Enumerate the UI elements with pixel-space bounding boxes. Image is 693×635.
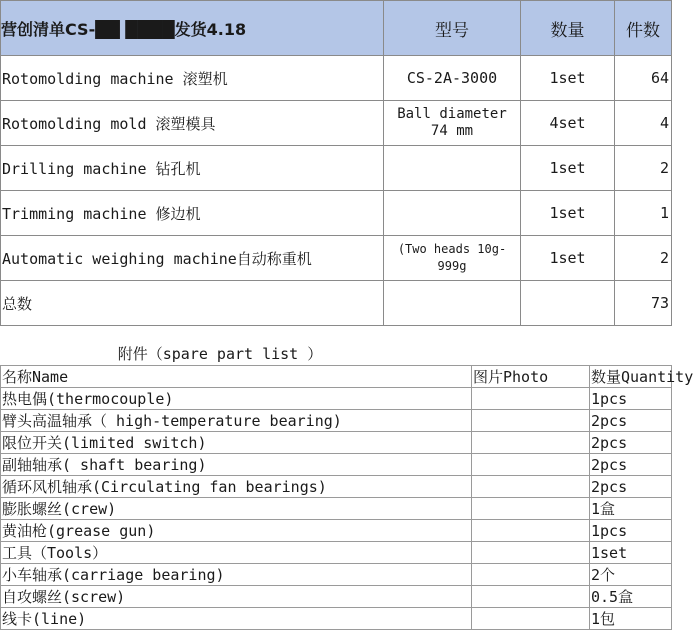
part-photo [472, 542, 590, 564]
part-photo [472, 388, 590, 410]
part-photo [472, 498, 590, 520]
item-model-line2: 74 mm [430, 123, 474, 139]
part-photo [472, 410, 590, 432]
part-photo [472, 520, 590, 542]
item-model-line1: Ball diameter [397, 106, 507, 122]
table-row [1, 101, 672, 146]
part-quantity: 1set [590, 542, 672, 564]
item-pieces: 64 [615, 56, 672, 101]
item-model [384, 146, 521, 191]
part-name: 膨胀螺丝(crew) [1, 498, 472, 520]
part-name: 工具（Tools） [1, 542, 472, 564]
part-photo [472, 476, 590, 498]
list-item [1, 542, 672, 564]
item-quantity: 1set [521, 236, 615, 281]
item-pieces: 1 [615, 191, 672, 236]
part-quantity: 2pcs [590, 410, 672, 432]
list-item [1, 410, 672, 432]
item-name: Rotomolding machine 滚塑机 [1, 56, 384, 101]
item-model: CS-2A-3000 [384, 56, 521, 101]
total-pieces: 73 [615, 281, 672, 326]
part-quantity: 2pcs [590, 432, 672, 454]
list-item [1, 454, 672, 476]
part-name: 线卡(line) [1, 608, 472, 630]
shipping-list-table [0, 0, 672, 326]
part-photo [472, 564, 590, 586]
table-row [1, 146, 672, 191]
part-name: 自攻螺丝(screw) [1, 586, 472, 608]
item-quantity: 1set [521, 146, 615, 191]
item-name: Drilling machine 钻孔机 [1, 146, 384, 191]
list-item [1, 564, 672, 586]
part-photo [472, 432, 590, 454]
list-item [1, 498, 672, 520]
shipping-list-header-row [1, 1, 672, 56]
item-name: Automatic weighing machine自动称重机 [1, 236, 384, 281]
part-quantity: 2pcs [590, 454, 672, 476]
item-model-line2: 999g [437, 259, 467, 273]
model-header: 型号 [384, 1, 521, 56]
list-item [1, 586, 672, 608]
table-row [1, 56, 672, 101]
part-name: 臂头高温轴承（ high-temperature bearing) [1, 410, 472, 432]
item-quantity: 1set [521, 191, 615, 236]
part-quantity: 2pcs [590, 476, 672, 498]
list-item [1, 388, 672, 410]
list-item [1, 476, 672, 498]
part-name: 循环风机轴承(Circulating fan bearings) [1, 476, 472, 498]
item-quantity: 4set [521, 101, 615, 146]
part-quantity: 2个 [590, 564, 672, 586]
part-name: 热电偶(thermocouple) [1, 388, 472, 410]
item-pieces: 4 [615, 101, 672, 146]
part-name: 小车轴承(carriage bearing) [1, 564, 472, 586]
list-item [1, 432, 672, 454]
item-model [384, 236, 521, 281]
part-quantity: 1包 [590, 608, 672, 630]
item-pieces: 2 [615, 236, 672, 281]
part-name: 副轴轴承( shaft bearing) [1, 454, 472, 476]
item-name: Trimming machine 修边机 [1, 191, 384, 236]
list-item [1, 608, 672, 630]
part-quantity: 0.5盒 [590, 586, 672, 608]
total-model [384, 281, 521, 326]
part-name: 限位开关(limited switch) [1, 432, 472, 454]
pieces-header: 件数 [615, 1, 672, 56]
item-model [384, 191, 521, 236]
part-name: 黄油枪(grease gun) [1, 520, 472, 542]
part-quantity: 1pcs [590, 388, 672, 410]
list-item [1, 520, 672, 542]
total-label: 总数 [1, 281, 384, 326]
table-row [1, 191, 672, 236]
quantity-header: 数量 [521, 1, 615, 56]
table-row [1, 236, 672, 281]
part-quantity: 1pcs [590, 520, 672, 542]
shipping-list-title: 营创清单CS-██ ████发货4.18 [1, 1, 384, 56]
name-header: 名称Name [1, 366, 472, 388]
item-model-line1: (Two heads 10g- [397, 242, 507, 256]
item-pieces: 2 [615, 146, 672, 191]
part-photo [472, 586, 590, 608]
photo-header: 图片Photo [472, 366, 590, 388]
spare-part-header-row [1, 366, 672, 388]
part-quantity: 1盒 [590, 498, 672, 520]
total-row [1, 281, 672, 326]
quantity-header: 数量Quantity [591, 367, 693, 386]
part-photo [472, 454, 590, 476]
item-name: Rotomolding mold 滚塑模具 [1, 101, 384, 146]
item-quantity: 1set [521, 56, 615, 101]
spare-part-list-title: 附件（spare part list ） [117, 345, 323, 363]
item-model [384, 101, 521, 146]
spare-part-table [0, 365, 693, 630]
part-photo [472, 608, 590, 630]
total-quantity [521, 281, 615, 326]
